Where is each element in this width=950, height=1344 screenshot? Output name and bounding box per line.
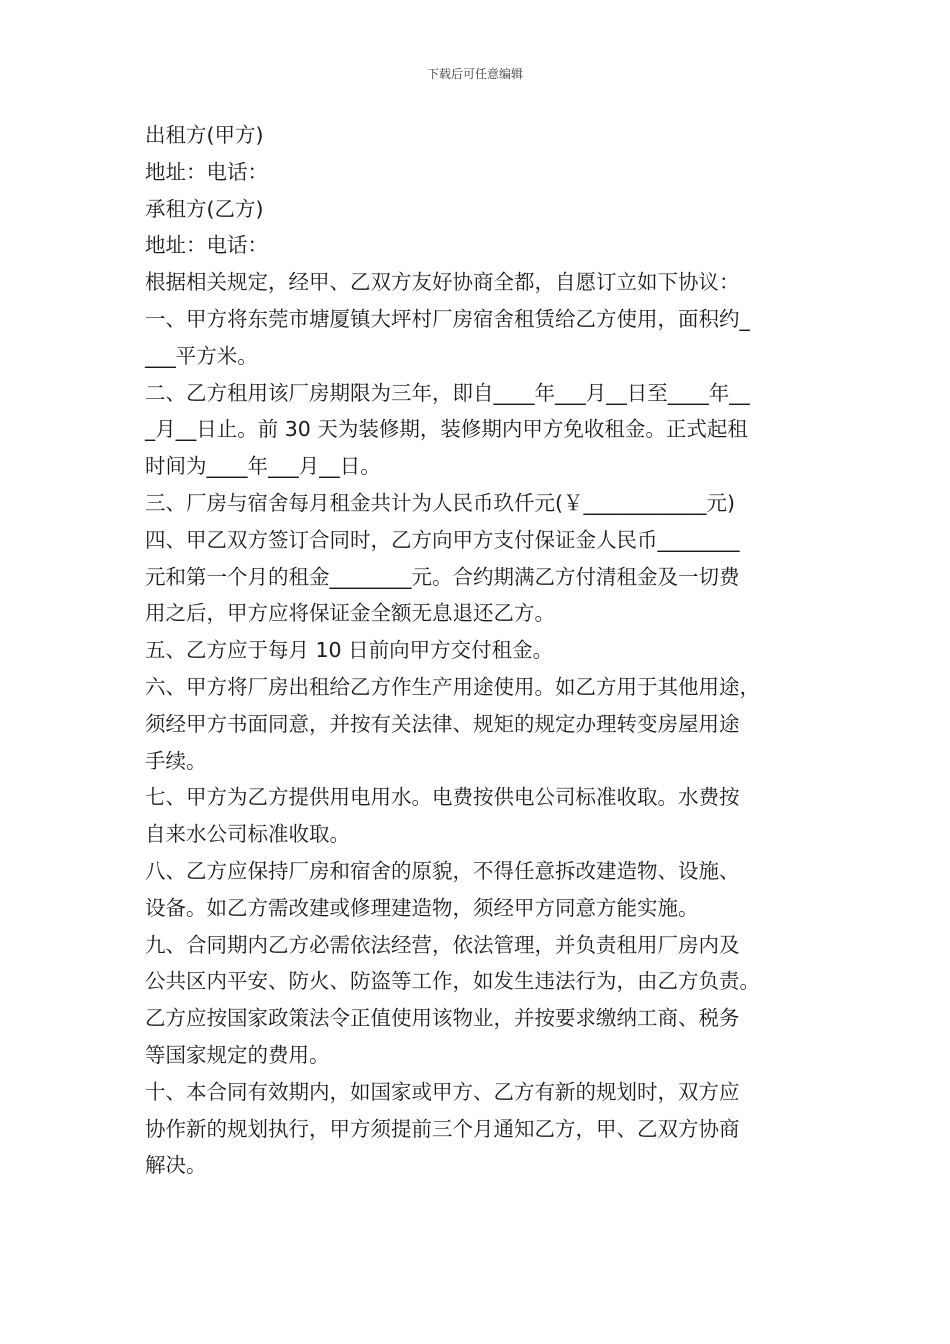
clause-4-line-1: 四、甲乙双方签订合同时，乙方向甲方支付保证金人民币________	[145, 527, 740, 552]
clause-2-line-1: 二、乙方租用该厂房期限为三年，即自____年___月__日至____年__	[145, 380, 750, 405]
preamble: 根据相关规定，经甲、乙双方友好协商全都，自愿订立如下协议：	[145, 270, 740, 295]
lessor-label: 出租方(甲方)	[145, 123, 264, 147]
clause-7-line-1: 七、甲方为乙方提供用电用水。电费按供电公司标准收取。水费按	[145, 785, 740, 810]
clause-6-line-3: 手续。	[145, 748, 207, 773]
clause-6-line-2: 须经甲方书面同意，并按有关法律、规矩的规定办理转变房屋用途	[145, 711, 740, 736]
lessor-address-phone: 地址：电话：	[145, 159, 268, 184]
clause-3-line-1: 三、厂房与宿舍每月租金共计为人民币玖仟元(￥____________元)	[145, 490, 735, 515]
clause-1-line-1: 一、甲方将东莞市塘厦镇大坪村厂房宿舍租赁给乙方使用，面积约_	[145, 306, 750, 331]
clause-2-line-3: 时间为____年___月__日。	[145, 454, 381, 479]
clause-2-line-2: _月__日止。前 30 天为装修期，装修期内甲方免收租金。正式起租	[145, 417, 748, 442]
clause-8-line-2: 设备。如乙方需改建或修理建造物，须经甲方同意方能实施。	[145, 895, 699, 920]
clause-5-line-1: 五、乙方应于每月 10 日前向甲方交付租金。	[145, 638, 554, 663]
clause-8-line-1: 八、乙方应保持厂房和宿舍的原貌，不得任意拆改建造物、设施、	[145, 858, 740, 883]
clause-1-line-2: ___平方米。	[145, 343, 258, 368]
lessee-address-phone: 地址：电话：	[145, 233, 268, 258]
clause-9-line-1: 九、合同期内乙方必需依法经营，依法管理，并负责租用厂房内及	[145, 932, 740, 957]
lessee-label: 承租方(乙方)	[145, 196, 264, 221]
document-body	[145, 117, 810, 1184]
page-header: 下载后可任意编辑	[426, 67, 523, 81]
clause-10-line-2: 协作新的规划执行，甲方须提前三个月通知乙方，甲、乙双方协商	[145, 1116, 740, 1141]
clause-10-line-1: 十、本合同有效期内，如国家或甲方、乙方有新的规划时，双方应	[145, 1079, 740, 1104]
clause-9-line-4: 等国家规定的费用。	[145, 1042, 330, 1067]
clause-9-line-3: 乙方应按国家政策法令正值使用该物业，并按要求缴纳工商、税务	[145, 1006, 740, 1031]
clause-4-line-2: 元和第一个月的租金________元。合约期满乙方付清租金及一切费	[145, 564, 740, 589]
clause-10-line-3: 解决。	[145, 1153, 207, 1178]
clause-9-line-2: 公共区内平安、防火、防盗等工作，如发生违法行为，由乙方负责。	[145, 969, 760, 994]
clause-6-line-1: 六、甲方将厂房出租给乙方作生产用途使用。如乙方用于其他用途，	[145, 674, 760, 699]
clause-4-line-3: 用之后，甲方应将保证金全额无息退还乙方。	[145, 601, 555, 626]
clause-7-line-2: 自来水公司标准收取。	[145, 822, 350, 847]
